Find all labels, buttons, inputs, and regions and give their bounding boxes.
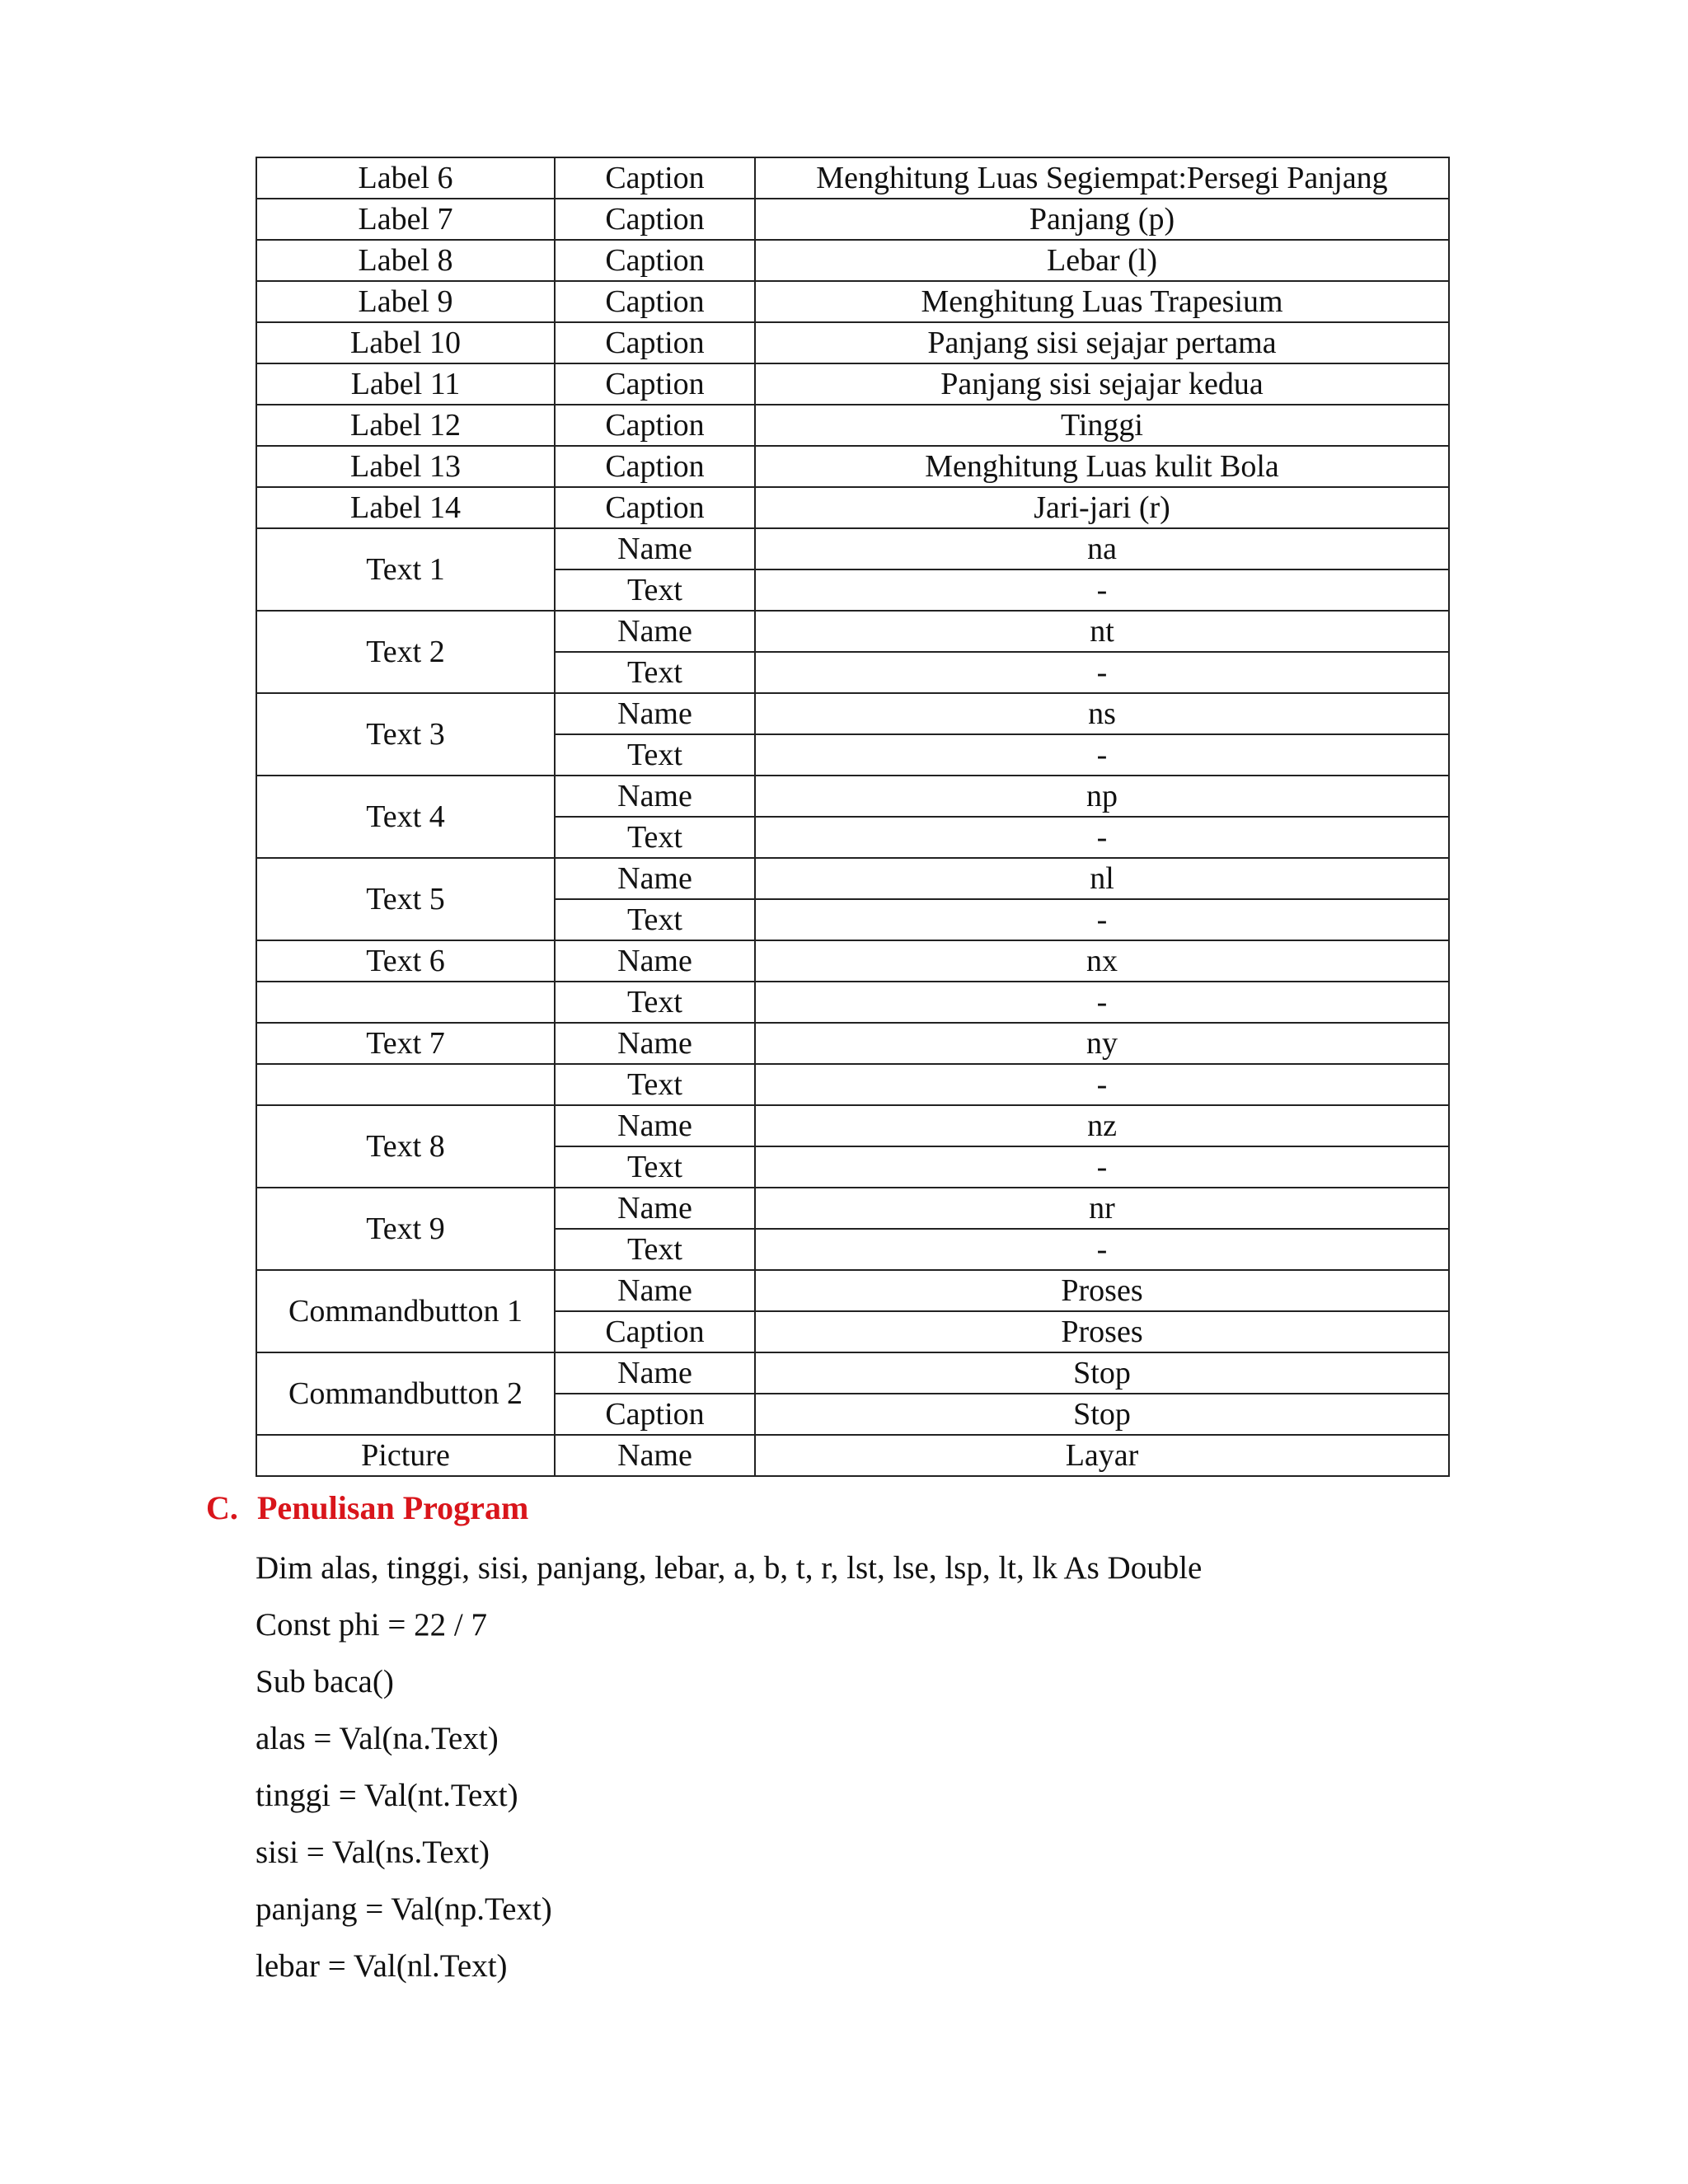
property-cell: Caption (555, 1394, 755, 1435)
table-row (256, 363, 1449, 405)
table-row (256, 405, 1449, 446)
code-line: sisi = Val(ns.Text) (256, 1835, 490, 1870)
property-cell: Name (555, 776, 755, 817)
value-cell: ns (755, 693, 1449, 734)
table-row (256, 693, 1449, 734)
table-row (256, 940, 1449, 982)
properties-table-body (256, 157, 1449, 1476)
object-cell: Text 2 (256, 611, 555, 693)
object-cell: Text 8 (256, 1105, 555, 1188)
property-cell: Name (555, 858, 755, 899)
object-cell: Text 7 (256, 1023, 555, 1064)
table-row (256, 982, 1449, 1023)
object-cell: Text 1 (256, 528, 555, 611)
value-cell: Lebar (l) (755, 240, 1449, 281)
property-cell: Name (555, 1188, 755, 1229)
value-cell: Menghitung Luas Segiempat:Persegi Panjang (755, 157, 1449, 199)
section-heading (206, 1488, 528, 1527)
table-row (256, 1023, 1449, 1064)
table-row (256, 1435, 1449, 1476)
value-cell: nx (755, 940, 1449, 982)
object-cell: Label 8 (256, 240, 555, 281)
property-cell: Caption (555, 322, 755, 363)
property-cell: Name (555, 1435, 755, 1476)
code-line: tinggi = Val(nt.Text) (256, 1778, 518, 1813)
value-cell: - (755, 1146, 1449, 1188)
property-cell: Name (555, 611, 755, 652)
value-cell: - (755, 899, 1449, 940)
object-cell: Text 6 (256, 940, 555, 982)
property-cell: Text (555, 817, 755, 858)
value-cell: Proses (755, 1311, 1449, 1352)
code-line: Sub baca() (256, 1664, 394, 1699)
table-row (256, 322, 1449, 363)
value-cell: - (755, 1229, 1449, 1270)
object-cell: Label 10 (256, 322, 555, 363)
property-cell: Caption (555, 405, 755, 446)
property-cell: Name (555, 1270, 755, 1311)
table-row (256, 487, 1449, 528)
table-row (256, 199, 1449, 240)
value-cell: np (755, 776, 1449, 817)
value-cell: Panjang sisi sejajar kedua (755, 363, 1449, 405)
table-row (256, 1188, 1449, 1229)
property-cell: Caption (555, 363, 755, 405)
value-cell: Menghitung Luas Trapesium (755, 281, 1449, 322)
object-cell: Label 12 (256, 405, 555, 446)
object-cell-empty (256, 1064, 555, 1105)
section-letter: C. (206, 1489, 238, 1526)
value-cell: Proses (755, 1270, 1449, 1311)
property-cell: Caption (555, 446, 755, 487)
table-row (256, 1270, 1449, 1311)
object-cell: Label 6 (256, 157, 555, 199)
property-cell: Caption (555, 281, 755, 322)
code-line: panjang = Val(np.Text) (256, 1891, 552, 1927)
value-cell: Layar (755, 1435, 1449, 1476)
value-cell: Tinggi (755, 405, 1449, 446)
object-cell-empty (256, 982, 555, 1023)
table-row (256, 281, 1449, 322)
table-row (256, 157, 1449, 199)
value-cell: Stop (755, 1352, 1449, 1394)
table-row (256, 528, 1449, 569)
table-row (256, 1105, 1449, 1146)
table-row (256, 240, 1449, 281)
value-cell: nz (755, 1105, 1449, 1146)
property-cell: Text (555, 652, 755, 693)
property-cell: Text (555, 1064, 755, 1105)
property-cell: Name (555, 1023, 755, 1064)
value-cell: - (755, 652, 1449, 693)
code-line: Dim alas, tinggi, sisi, panjang, lebar, a, b, t, r, lst, lse, lsp, lt, lk As Double (256, 1550, 1203, 1586)
object-cell: Text 3 (256, 693, 555, 776)
object-cell: Commandbutton 2 (256, 1352, 555, 1435)
property-cell: Name (555, 940, 755, 982)
object-cell: Picture (256, 1435, 555, 1476)
table-row (256, 446, 1449, 487)
value-cell: - (755, 569, 1449, 611)
property-cell: Caption (555, 240, 755, 281)
object-cell: Label 13 (256, 446, 555, 487)
value-cell: Panjang sisi sejajar pertama (755, 322, 1449, 363)
object-cell: Label 9 (256, 281, 555, 322)
property-cell: Caption (555, 157, 755, 199)
code-line: Const phi = 22 / 7 (256, 1607, 487, 1643)
property-cell: Caption (555, 1311, 755, 1352)
code-line: lebar = Val(nl.Text) (256, 1948, 508, 1984)
object-cell: Commandbutton 1 (256, 1270, 555, 1352)
property-cell: Caption (555, 199, 755, 240)
code-listing (256, 1548, 1202, 2003)
code-line: alas = Val(na.Text) (256, 1721, 499, 1756)
property-cell: Text (555, 982, 755, 1023)
table-row (256, 611, 1449, 652)
table-row (256, 1352, 1449, 1394)
value-cell: Jari-jari (r) (755, 487, 1449, 528)
value-cell: nr (755, 1188, 1449, 1229)
object-cell: Text 5 (256, 858, 555, 940)
object-cell: Label 14 (256, 487, 555, 528)
property-cell: Text (555, 734, 755, 776)
property-cell: Text (555, 569, 755, 611)
property-cell: Text (555, 1229, 755, 1270)
value-cell: Stop (755, 1394, 1449, 1435)
table-row (256, 858, 1449, 899)
value-cell: Menghitung Luas kulit Bola (755, 446, 1449, 487)
value-cell: nl (755, 858, 1449, 899)
table-row (256, 776, 1449, 817)
value-cell: na (755, 528, 1449, 569)
property-cell: Caption (555, 487, 755, 528)
object-cell: Label 7 (256, 199, 555, 240)
value-cell: - (755, 982, 1449, 1023)
value-cell: - (755, 1064, 1449, 1105)
table-row (256, 1064, 1449, 1105)
property-cell: Text (555, 1146, 755, 1188)
section-title: Penulisan Program (257, 1489, 529, 1526)
value-cell: ny (755, 1023, 1449, 1064)
object-cell: Text 9 (256, 1188, 555, 1270)
object-cell: Label 11 (256, 363, 555, 405)
value-cell: - (755, 734, 1449, 776)
property-cell: Name (555, 528, 755, 569)
property-cell: Name (555, 693, 755, 734)
properties-table (256, 157, 1450, 1477)
value-cell: nt (755, 611, 1449, 652)
property-cell: Name (555, 1105, 755, 1146)
value-cell: Panjang (p) (755, 199, 1449, 240)
object-cell: Text 4 (256, 776, 555, 858)
property-cell: Text (555, 899, 755, 940)
property-cell: Name (555, 1352, 755, 1394)
value-cell: - (755, 817, 1449, 858)
